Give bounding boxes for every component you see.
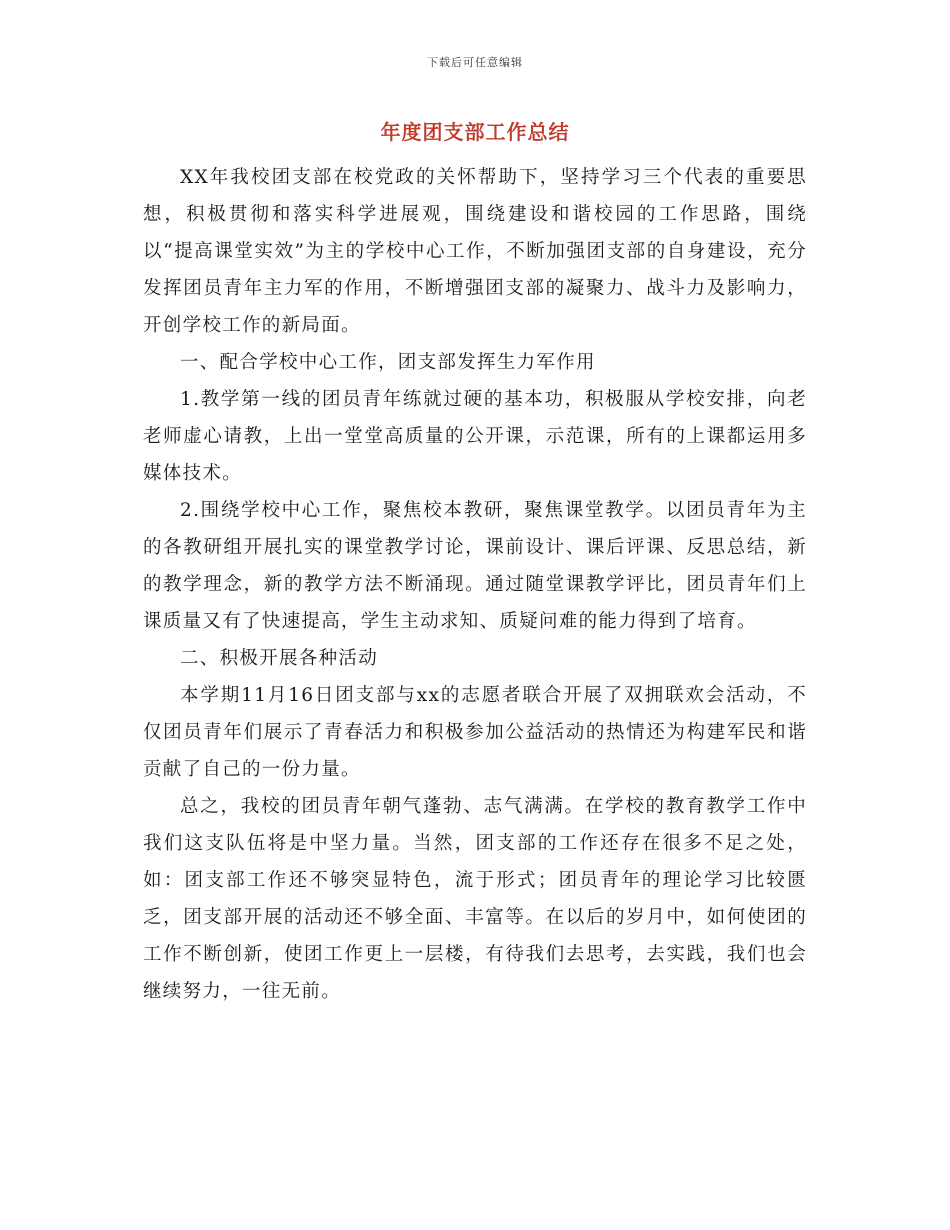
document-title: 年度团支部工作总结 (380, 120, 570, 144)
document-body (143, 159, 807, 1010)
paragraph-activity: 本学期11月16日团支部与xx的志愿者联合开展了双拥联欢会活动，不仅团员青年们展示了青春活力和积极参加公益活动的热情还为构建军民和谐贡献了自己的一份力量。 (143, 685, 807, 780)
header-note: 下载后可任意编辑 (427, 56, 523, 69)
section-heading-2: 二、积极开展各种活动 (180, 648, 379, 669)
paragraph-intro: XX年我校团支部在校党政的关怀帮助下，坚持学习三个代表的重要思想，积极贯彻和落实科学进展观，围绕建设和谐校园的工作思路，围绕以“提高课堂实效”为主的学校中心工作，不断加强团支部的自身建设，充分发挥团员青年主力军的作用，不断增强团支部的凝聚力、战斗力及影响力，开创学校工作的新局面。 (143, 167, 807, 336)
section-heading-1: 一、配合学校中心工作，团支部发挥生力军作用 (180, 352, 596, 373)
paragraph-conclusion: 总之，我校的团员青年朝气蓬勃、志气满满。在学校的教育教学工作中我们这支队伍将是中坚力量。当然，团支部的工作还存在很多不足之处，如：团支部工作还不够突显特色，流于形式；团员青年的理论学习比较匮乏，团支部开展的活动还不够全面、丰富等。在以后的岁月中，如何使团的工作不断创新，使团工作更上一层楼，有待我们去思考，去实践，我们也会继续努力，一往无前。 (143, 796, 807, 1002)
paragraph-item-2: 2.围绕学校中心工作，聚焦校本教研，聚焦课堂教学。以团员青年为主的各教研组开展扎实的课堂教学讨论，课前设计、课后评课、反思总结，新的教学理念，新的教学方法不断涌现。通过随堂课教学评比，团员青年们上课质量又有了快速提高，学生主动求知、质疑问难的能力得到了培育。 (143, 500, 807, 632)
paragraph-item-1: 1.教学第一线的团员青年练就过硬的基本功，积极服从学校安排，向老老师虚心请教，上出一堂堂高质量的公开课，示范课，所有的上课都运用多媒体技术。 (143, 389, 807, 484)
